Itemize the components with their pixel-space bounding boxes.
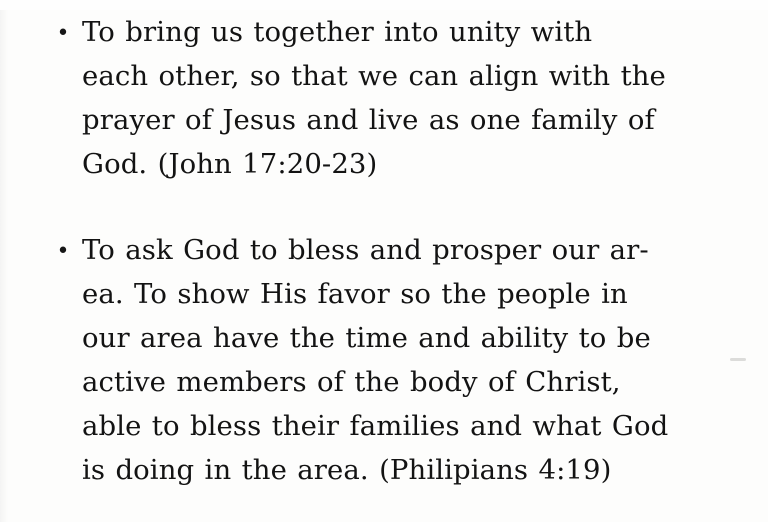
text-line: each other, so that we can align with the	[82, 60, 666, 92]
bullet-list	[0, 10, 768, 492]
text-line: active members of the body of Christ,	[82, 366, 621, 398]
document-page	[0, 10, 768, 522]
text-line: prayer of Jesus and live as one family of	[82, 104, 655, 136]
list-item	[44, 228, 724, 492]
text-line: To bring us together into unity with	[82, 16, 593, 48]
text-line: our area have the time and ability to be	[82, 322, 651, 354]
text-line: is doing in the area. (Philipians 4:19)	[82, 454, 612, 486]
scan-artifact	[730, 358, 746, 361]
text-line: able to bless their families and what God	[82, 410, 669, 442]
list-item	[44, 10, 704, 186]
bullet-point-icon: •	[56, 21, 70, 46]
bullet-point-icon: •	[56, 239, 70, 264]
text-line: To ask God to bless and prosper our ar-	[82, 234, 649, 266]
bullet-item-text	[82, 228, 724, 492]
text-line: God. (John 17:20-23)	[82, 148, 378, 180]
bullet-item-text	[82, 10, 704, 186]
text-line: ea. To show His favor so the people in	[82, 278, 628, 310]
